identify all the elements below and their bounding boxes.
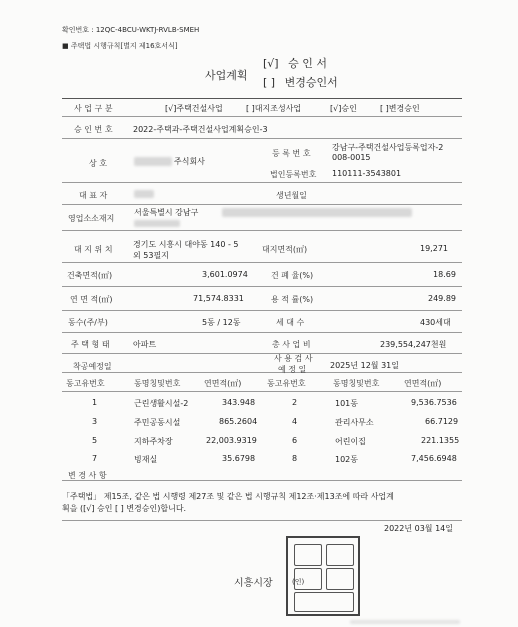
site-area-label: 대지면적(㎡): [262, 245, 308, 254]
facility-id: 2: [292, 398, 298, 407]
issue-date: 2022년 03월 14일: [384, 524, 453, 533]
project-type-housing: [√]주택건설사업: [165, 104, 223, 113]
row-divider: [62, 138, 462, 139]
facility-area: 9,536.7536: [411, 398, 457, 407]
facility-id: 6: [292, 436, 298, 445]
building-count-label: 동수(주/부): [68, 318, 108, 327]
total-cost-label: 총 사 업 비: [272, 340, 311, 349]
household-count-value: 430세대: [420, 318, 451, 327]
facility-area: 343.948: [222, 398, 256, 407]
facility-name: 101동: [335, 399, 358, 408]
site-location-value-1: 경기도 시흥시 대야동 140 - 5: [133, 240, 239, 249]
facility-header-area-2: 연면적(㎡): [404, 379, 442, 388]
household-count-label: 세 대 수: [276, 318, 305, 327]
facility-area: 221.1355: [421, 436, 460, 445]
facility-id: 4: [292, 417, 298, 426]
site-location-label: 대 지 위 치: [74, 245, 113, 254]
facility-header-name-1: 동명칭및번호: [134, 379, 181, 388]
faded-footer-text: [350, 620, 460, 624]
legal-basis-line-2: 획을 ([√] 승인 [ ] 변경승인)합니다.: [62, 504, 187, 513]
floor-ratio-value: 249.89: [428, 294, 456, 303]
facility-id: 5: [92, 436, 98, 445]
issuer-seal-mark: (인): [292, 578, 305, 586]
issuer-name: 시흥시장: [234, 578, 273, 589]
project-type-change: [ ]변경승인: [380, 104, 420, 113]
row-divider: [62, 262, 462, 263]
row-divider: [62, 520, 462, 521]
row-divider: [62, 182, 462, 183]
title-label-change: 변경승인서: [284, 76, 338, 89]
row-divider: [62, 286, 462, 287]
floor-ratio-label: 용 적 률(%): [271, 295, 314, 304]
row-divider: [62, 310, 462, 311]
floor-area-label: 연 면 적(㎡): [70, 295, 113, 304]
facility-header-name-2: 동명칭및번호: [333, 379, 380, 388]
project-type-land: [ ]대지조성사업: [246, 104, 302, 113]
company-label: 상 호: [89, 159, 107, 168]
facility-id: 7: [92, 454, 98, 463]
redacted-office-address: [222, 208, 412, 217]
corp-registration-label: 법인등록번호: [270, 170, 317, 179]
facility-name: 주민공동시설: [134, 418, 181, 427]
official-seal-icon: [286, 536, 360, 616]
birthdate-label: 생년월일: [276, 191, 307, 200]
project-type-approve: [√]승인: [330, 104, 357, 113]
building-area-value: 3,601.0974: [202, 270, 248, 279]
redacted-representative: [134, 190, 154, 198]
facility-name: 102동: [335, 455, 358, 464]
facility-area: 22,003.9319: [206, 436, 257, 445]
registration-value-2: 008-0015: [332, 153, 371, 162]
site-area-value: 19,271: [420, 244, 448, 253]
start-date-label: 착공예정일: [73, 362, 112, 371]
housing-type-label: 주 택 형 태: [71, 340, 110, 349]
facility-id: 8: [292, 454, 298, 463]
title-option-change: [263, 74, 338, 90]
inspection-label-1: 사 용 검 사: [274, 354, 313, 363]
row-divider: [62, 230, 462, 231]
project-type-label: 사 업 구 분: [74, 104, 113, 113]
floor-area-value: 71,574.8331: [193, 294, 244, 303]
row-divider: [62, 391, 462, 392]
facility-name: 근린생활시설-2: [134, 399, 189, 408]
facility-header-id-2: 동고유번호: [267, 379, 306, 388]
approval-number-label: 승 인 번 호: [74, 125, 113, 134]
office-address-value: 서울특별시 강남구: [134, 208, 199, 217]
row-divider: [62, 332, 462, 333]
facility-name: 빙재실: [134, 455, 158, 464]
building-area-label: 건축면적(㎡): [67, 271, 113, 280]
row-divider: [62, 480, 462, 481]
registration-value-1: 강남구-주택건설사업등록업자-2: [332, 143, 444, 152]
housing-type-value: 아파트: [133, 340, 157, 349]
facility-area: 865.2604: [219, 417, 258, 426]
legal-basis-line-1: 「주택법」 제15조, 같은 법 시행령 제27조 및 같은 법 시행규칙 제12조·제13조에 따라 사업계: [62, 492, 394, 501]
facility-name: 관리사무소: [335, 418, 374, 427]
office-address-label: 영업소소재지: [68, 214, 115, 223]
inspection-label-2: 예 정 일: [278, 365, 307, 374]
redacted-office-address-2: [134, 220, 180, 227]
facility-id: 1: [92, 398, 98, 407]
table-top-line: [62, 98, 462, 99]
document-number: 확인번호 : 12QC-4BCU-WKTJ-RVLB-SMEH: [62, 26, 200, 34]
document-title-left: 사업계획: [205, 69, 248, 82]
inspection-date-value: 2025년 12월 31일: [330, 361, 399, 370]
approval-number-value: 2022-주택과-주택건설사업계획승인-3: [133, 125, 268, 134]
form-reference: ■ 주택법 시행규칙[별지 제16호서식]: [62, 42, 178, 50]
total-cost-value: 239,554,247천원: [380, 340, 447, 349]
building-count-value: 5동 / 12동: [202, 318, 241, 327]
row-divider: [62, 372, 462, 373]
facility-name: 지하주차장: [134, 437, 173, 446]
change-notes-label: 변 경 사 항: [68, 471, 107, 480]
coverage-value: 18.69: [433, 270, 456, 279]
row-divider: [62, 353, 462, 354]
corp-registration-value: 110111-3543801: [332, 169, 402, 178]
coverage-label: 건 폐 율(%): [271, 271, 314, 280]
facility-header-id-1: 동고유번호: [66, 379, 105, 388]
redacted-company: [134, 157, 172, 166]
representative-label: 대 표 자: [79, 191, 108, 200]
registration-label: 등 록 번 호: [272, 149, 311, 158]
facility-name: 어린이집: [335, 437, 366, 446]
title-check-approval: [√]: [263, 57, 279, 70]
facility-header-area-1: 연면적(㎡): [204, 379, 242, 388]
row-divider: [62, 204, 462, 205]
facility-area: 7,456.6948: [411, 454, 457, 463]
facility-area: 35.6798: [222, 454, 256, 463]
title-label-approval: 승 인 서: [288, 57, 327, 70]
facility-area: 66.7129: [425, 417, 459, 426]
title-option-approval: [263, 55, 327, 71]
site-location-value-2: 외 53필지: [133, 251, 169, 260]
title-check-change: [ ]: [263, 76, 276, 89]
row-divider: [62, 116, 462, 117]
company-value: 주식회사: [174, 157, 205, 166]
facility-id: 3: [92, 417, 98, 426]
